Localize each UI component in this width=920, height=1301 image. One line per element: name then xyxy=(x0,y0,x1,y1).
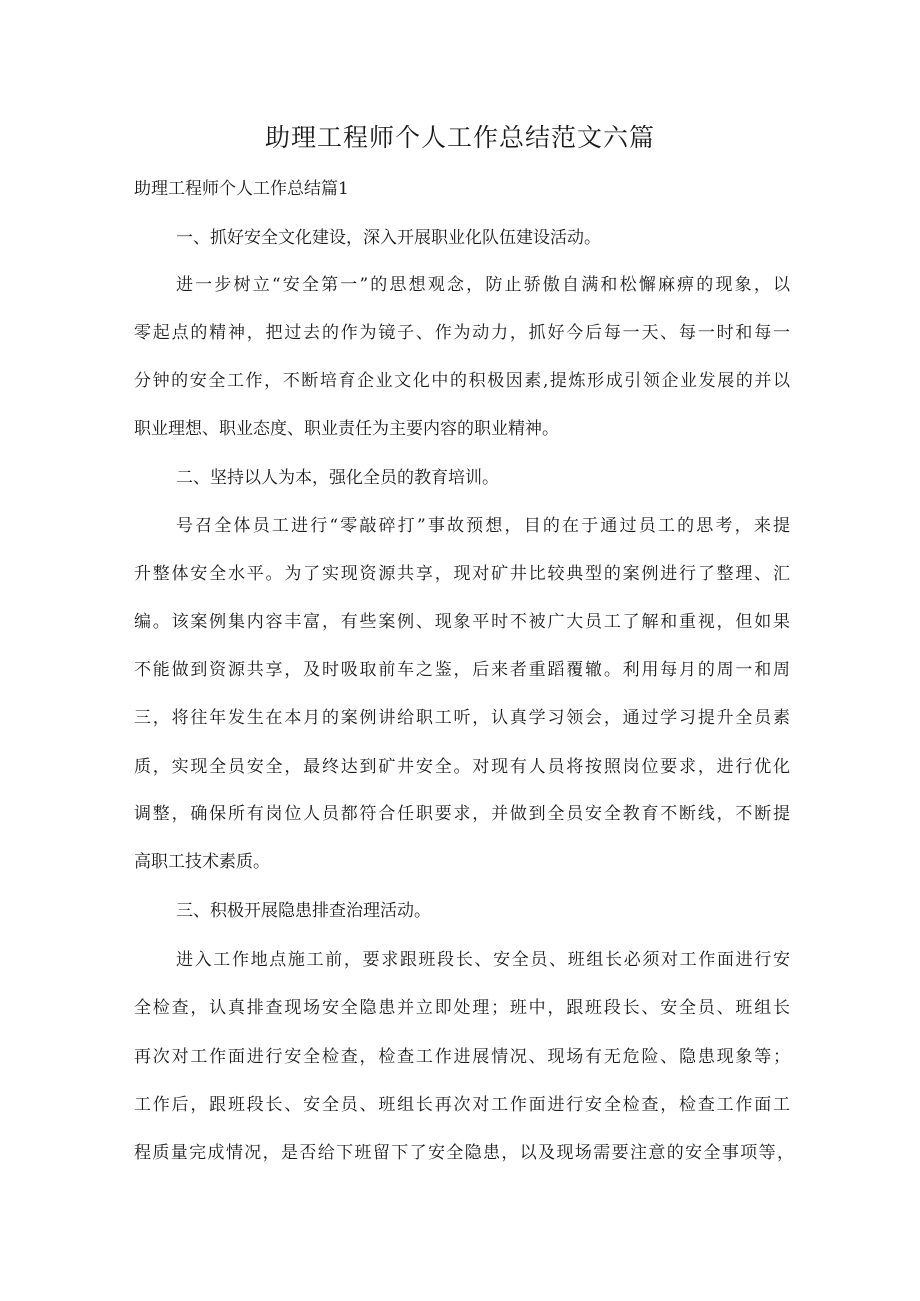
paragraph-line: 调整，确保所有岗位人员都符合任职要求，并做到全员安全教育不断线，不断提 xyxy=(134,804,790,824)
paragraph-line: 不能做到资源共享，及时吸取前车之鉴，后来者重蹈覆辙。利用每月的周一和周 xyxy=(134,660,790,680)
paragraph-line: 高职工技术素质。 xyxy=(134,852,270,872)
paragraph-line: 进一步树立“安全第一”的思想观念，防止骄傲自满和松懈麻痹的现象，以 xyxy=(176,275,790,295)
paragraph-line: 升整体安全水平。为了实现资源共享，现对矿井比较典型的案例进行了整理、汇 xyxy=(134,564,790,584)
paragraph-line: 零起点的精神，把过去的作为镜子、作为动力，抓好今后每一天、每一时和每一 xyxy=(134,323,790,343)
paragraph-heading: 一、抓好安全文化建设，深入开展职业化队伍建设活动。 xyxy=(176,228,601,248)
paragraph-heading: 二、坚持以人为本，强化全员的教育培训。 xyxy=(176,468,499,488)
section-heading: 助理工程师个人工作总结篇1 xyxy=(134,179,349,199)
paragraph-line: 质，实现全员安全，最终达到矿井安全。对现有人员将按照岗位要求，进行优化 xyxy=(134,757,790,777)
paragraph-line: 分钟的安全工作，不断培育企业文化中的积极因素,提炼形成引领企业发展的并以 xyxy=(134,371,790,391)
paragraph-line: 三，将往年发生在本月的案例讲给职工听，认真学习领会，通过学习提升全员素 xyxy=(134,708,790,728)
paragraph-line: 进入工作地点施工前，要求跟班段长、安全员、班组长必须对工作面进行安 xyxy=(176,950,790,970)
paragraph-line: 工作后，跟班段长、安全员、班组长再次对工作面进行安全检查，检查工作面工 xyxy=(134,1095,790,1115)
paragraph-heading: 三、积极开展隐患排查治理活动。 xyxy=(176,901,431,921)
paragraph-line: 职业理想、职业态度、职业责任为主要内容的职业精神。 xyxy=(134,419,559,439)
paragraph-line: 编。该案例集内容丰富，有些案例、现象平时不被广大员工了解和重视，但如果 xyxy=(134,612,790,632)
paragraph-line: 全检查，认真排查现场安全隐患并立即处理；班中，跟班段长、安全员、班组长 xyxy=(134,998,790,1018)
paragraph-line: 程质量完成情况，是否给下班留下了安全隐患，以及现场需要注意的安全事项等， xyxy=(134,1143,794,1163)
paragraph-line: 再次对工作面进行安全检查，检查工作进展情况、现场有无危险、隐患现象等； xyxy=(134,1047,790,1067)
paragraph-line: 号召全体员工进行“零敲碎打”事故预想，目的在于通过员工的思考，来提 xyxy=(176,516,790,536)
document-title: 助理工程师个人工作总结范文六篇 xyxy=(264,123,655,152)
